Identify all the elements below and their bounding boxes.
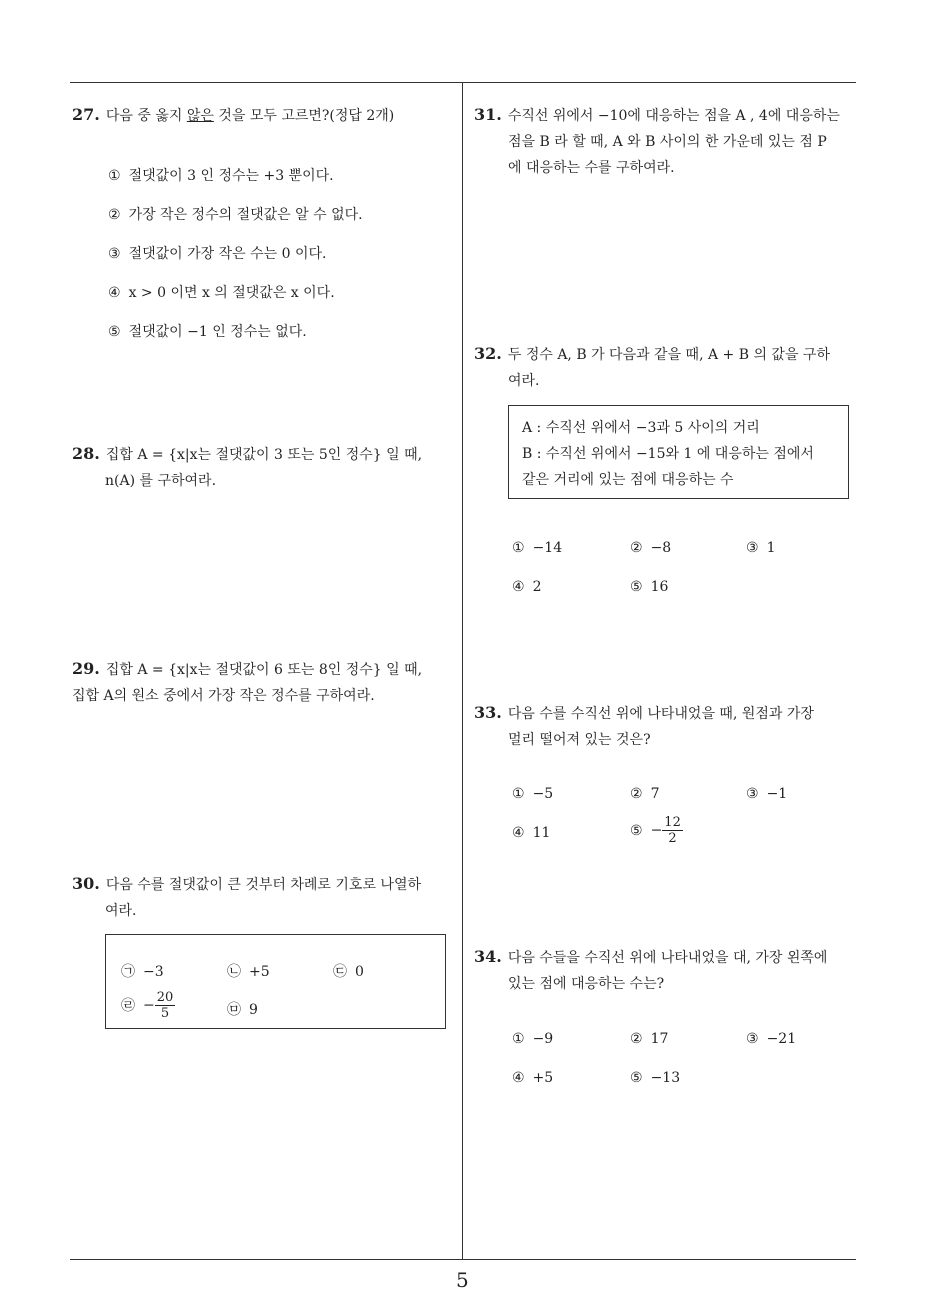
fraction-denominator: 2 — [668, 831, 677, 846]
item-mark: ㉡ — [227, 964, 241, 980]
choice-item[interactable] — [512, 540, 562, 556]
choice-item[interactable] — [630, 1070, 680, 1086]
choice-item[interactable] — [108, 282, 335, 302]
question-number: 33. — [474, 703, 502, 722]
choice-text: 11 — [532, 825, 551, 841]
item-mark: ㉠ — [121, 964, 135, 980]
question-text-line2: 여라. — [105, 903, 137, 919]
choice-text: +5 — [532, 1070, 554, 1086]
question-text-line2: 집합 A의 원소 중에서 가장 작은 정수를 구하여라. — [72, 688, 375, 704]
choice-text: 7 — [650, 786, 660, 802]
question-text: 두 정수 A, B 가 다음과 같을 때, A + B 의 값을 구하 — [507, 347, 830, 363]
question-number: 29. — [72, 659, 100, 678]
choice-mark: ② — [630, 540, 643, 556]
choice-mark: ④ — [512, 825, 525, 841]
question-28 — [72, 441, 457, 494]
choice-text: −13 — [650, 1070, 681, 1086]
choice-mark: ④ — [512, 1070, 525, 1086]
question-34 — [474, 944, 859, 997]
underlined-word: 않은 — [186, 108, 214, 124]
box-item — [333, 961, 364, 981]
choice-mark: ④ — [512, 579, 525, 595]
choice-text: −5 — [532, 786, 554, 802]
choice-mark: ⑤ — [630, 822, 643, 839]
choice-text: 2 — [532, 579, 542, 595]
condition-line: A : 수직선 위에서 −3과 5 사이의 거리 — [522, 420, 760, 436]
item-mark: ㉢ — [333, 964, 347, 980]
box-item — [121, 990, 175, 1021]
page-number: 5 — [456, 1268, 469, 1292]
choice-text: −1 — [766, 786, 788, 802]
question-text: 수직선 위에서 −10에 대응하는 점을 A , 4에 대응하는 — [507, 108, 840, 124]
question-29 — [72, 656, 457, 709]
choice-text: 절댓값이 3 인 정수는 +3 뿐이다. — [128, 168, 334, 184]
fraction-numerator: 12 — [664, 815, 681, 830]
question-31 — [474, 102, 859, 181]
choice-item[interactable] — [108, 204, 363, 224]
choice-text: 1 — [766, 540, 776, 556]
choice-mark: ① — [512, 1031, 525, 1047]
question-text-end: 것을 모두 고르면?(정답 2개) — [213, 108, 395, 124]
choice-item[interactable] — [630, 815, 683, 846]
choice-text: −21 — [766, 1031, 797, 1047]
item-mark: ㉣ — [121, 997, 135, 1014]
box-item — [121, 961, 164, 981]
choice-item[interactable] — [512, 786, 553, 802]
box-item — [227, 999, 258, 1019]
question-text-line2: 점을 B 라 할 때, A 와 B 사이의 한 가운데 있는 점 P — [508, 134, 827, 150]
item-text: +5 — [249, 964, 270, 980]
choice-item[interactable] — [512, 825, 550, 841]
item-text: 0 — [355, 964, 364, 980]
question-number: 30. — [72, 874, 100, 893]
choice-mark: ⑤ — [630, 1070, 643, 1086]
fraction-sign: − — [143, 997, 155, 1014]
fraction — [155, 990, 176, 1021]
choice-text: 절댓값이 가장 작은 수는 0 이다. — [128, 246, 327, 262]
choice-mark: ③ — [746, 540, 759, 556]
question-30 — [72, 871, 457, 924]
choice-text: x > 0 이면 x 의 절댓값은 x 이다. — [128, 285, 335, 301]
question-text-line2: 여라. — [508, 373, 540, 389]
condition-line: 같은 거리에 있는 점에 대응하는 수 — [522, 472, 734, 488]
question-27 — [72, 102, 457, 129]
question-text: 다음 수를 수직선 위에 나타내었을 때, 원점과 가장 — [507, 706, 814, 722]
choice-mark: ② — [630, 786, 643, 802]
choice-mark: ③ — [108, 246, 121, 262]
choice-text: 가장 작은 정수의 절댓값은 알 수 없다. — [128, 207, 363, 223]
choice-text: 절댓값이 −1 인 정수는 없다. — [128, 324, 307, 340]
question-number: 32. — [474, 344, 502, 363]
question-text-line3: 에 대응하는 수를 구하여라. — [508, 160, 675, 176]
question-text: 다음 중 옳지 — [105, 108, 187, 124]
choice-mark: ② — [108, 207, 121, 223]
bottom-rule — [70, 1259, 856, 1260]
question-text-line2: n(A) 를 구하여라. — [105, 473, 217, 489]
choice-mark: ③ — [746, 786, 759, 802]
top-rule — [70, 82, 856, 83]
question-33 — [474, 700, 859, 753]
question-text: 다음 수들을 수직선 위에 나타내었을 대, 가장 왼쪽에 — [507, 950, 828, 966]
question-text: 집합 A = {x|x는 절댓값이 3 또는 5인 정수} 일 때, — [105, 447, 423, 463]
choice-item[interactable] — [630, 579, 668, 595]
choice-mark: ⑤ — [108, 324, 121, 340]
question-text: 집합 A = {x|x는 절댓값이 6 또는 8인 정수} 일 때, — [105, 662, 423, 678]
choice-item[interactable] — [630, 1031, 668, 1047]
fraction-denominator: 5 — [160, 1006, 170, 1021]
question-number: 27. — [72, 105, 100, 124]
question-32 — [474, 341, 859, 394]
choice-item[interactable] — [630, 540, 671, 556]
question-number: 34. — [474, 947, 502, 966]
choice-mark: ⑤ — [630, 579, 643, 595]
choice-item[interactable] — [108, 243, 326, 263]
question-text: 다음 수를 절댓값이 큰 것부터 차례로 기호로 나열하 — [105, 877, 421, 893]
choice-item[interactable] — [512, 579, 541, 595]
fraction-sign: − — [650, 822, 663, 839]
choice-item[interactable] — [512, 1031, 553, 1047]
choice-mark: ③ — [746, 1031, 759, 1047]
question-number: 28. — [72, 444, 100, 463]
item-mark: ㉤ — [227, 1002, 241, 1018]
choice-text: −9 — [532, 1031, 554, 1047]
choice-text: −14 — [532, 540, 563, 556]
choice-mark: ① — [512, 786, 525, 802]
fraction-numerator: 20 — [156, 990, 174, 1005]
choice-mark: ② — [630, 1031, 643, 1047]
question-text-line2: 멀리 떨어져 있는 것은? — [508, 732, 651, 748]
box-item — [227, 961, 270, 981]
choice-text: 17 — [650, 1031, 669, 1047]
choice-item[interactable] — [746, 540, 775, 556]
choice-item[interactable] — [512, 1070, 553, 1086]
choice-item[interactable] — [108, 165, 334, 185]
choice-mark: ④ — [108, 285, 121, 301]
choice-text: 16 — [650, 579, 669, 595]
choice-text: −8 — [650, 540, 672, 556]
question-text-line2: 있는 점에 대응하는 수는? — [508, 976, 665, 992]
choice-mark: ① — [108, 168, 121, 184]
item-text: −3 — [143, 964, 164, 980]
question-number: 31. — [474, 105, 502, 124]
choice-item[interactable] — [746, 786, 787, 802]
choice-item[interactable] — [630, 786, 659, 802]
choice-item[interactable] — [746, 1031, 796, 1047]
column-divider — [462, 82, 463, 1260]
choice-item[interactable] — [108, 321, 307, 341]
item-text: 9 — [249, 1002, 258, 1018]
choice-mark: ① — [512, 540, 525, 556]
condition-line: B : 수직선 위에서 −15와 1 에 대응하는 점에서 — [522, 446, 814, 462]
fraction — [662, 815, 683, 846]
